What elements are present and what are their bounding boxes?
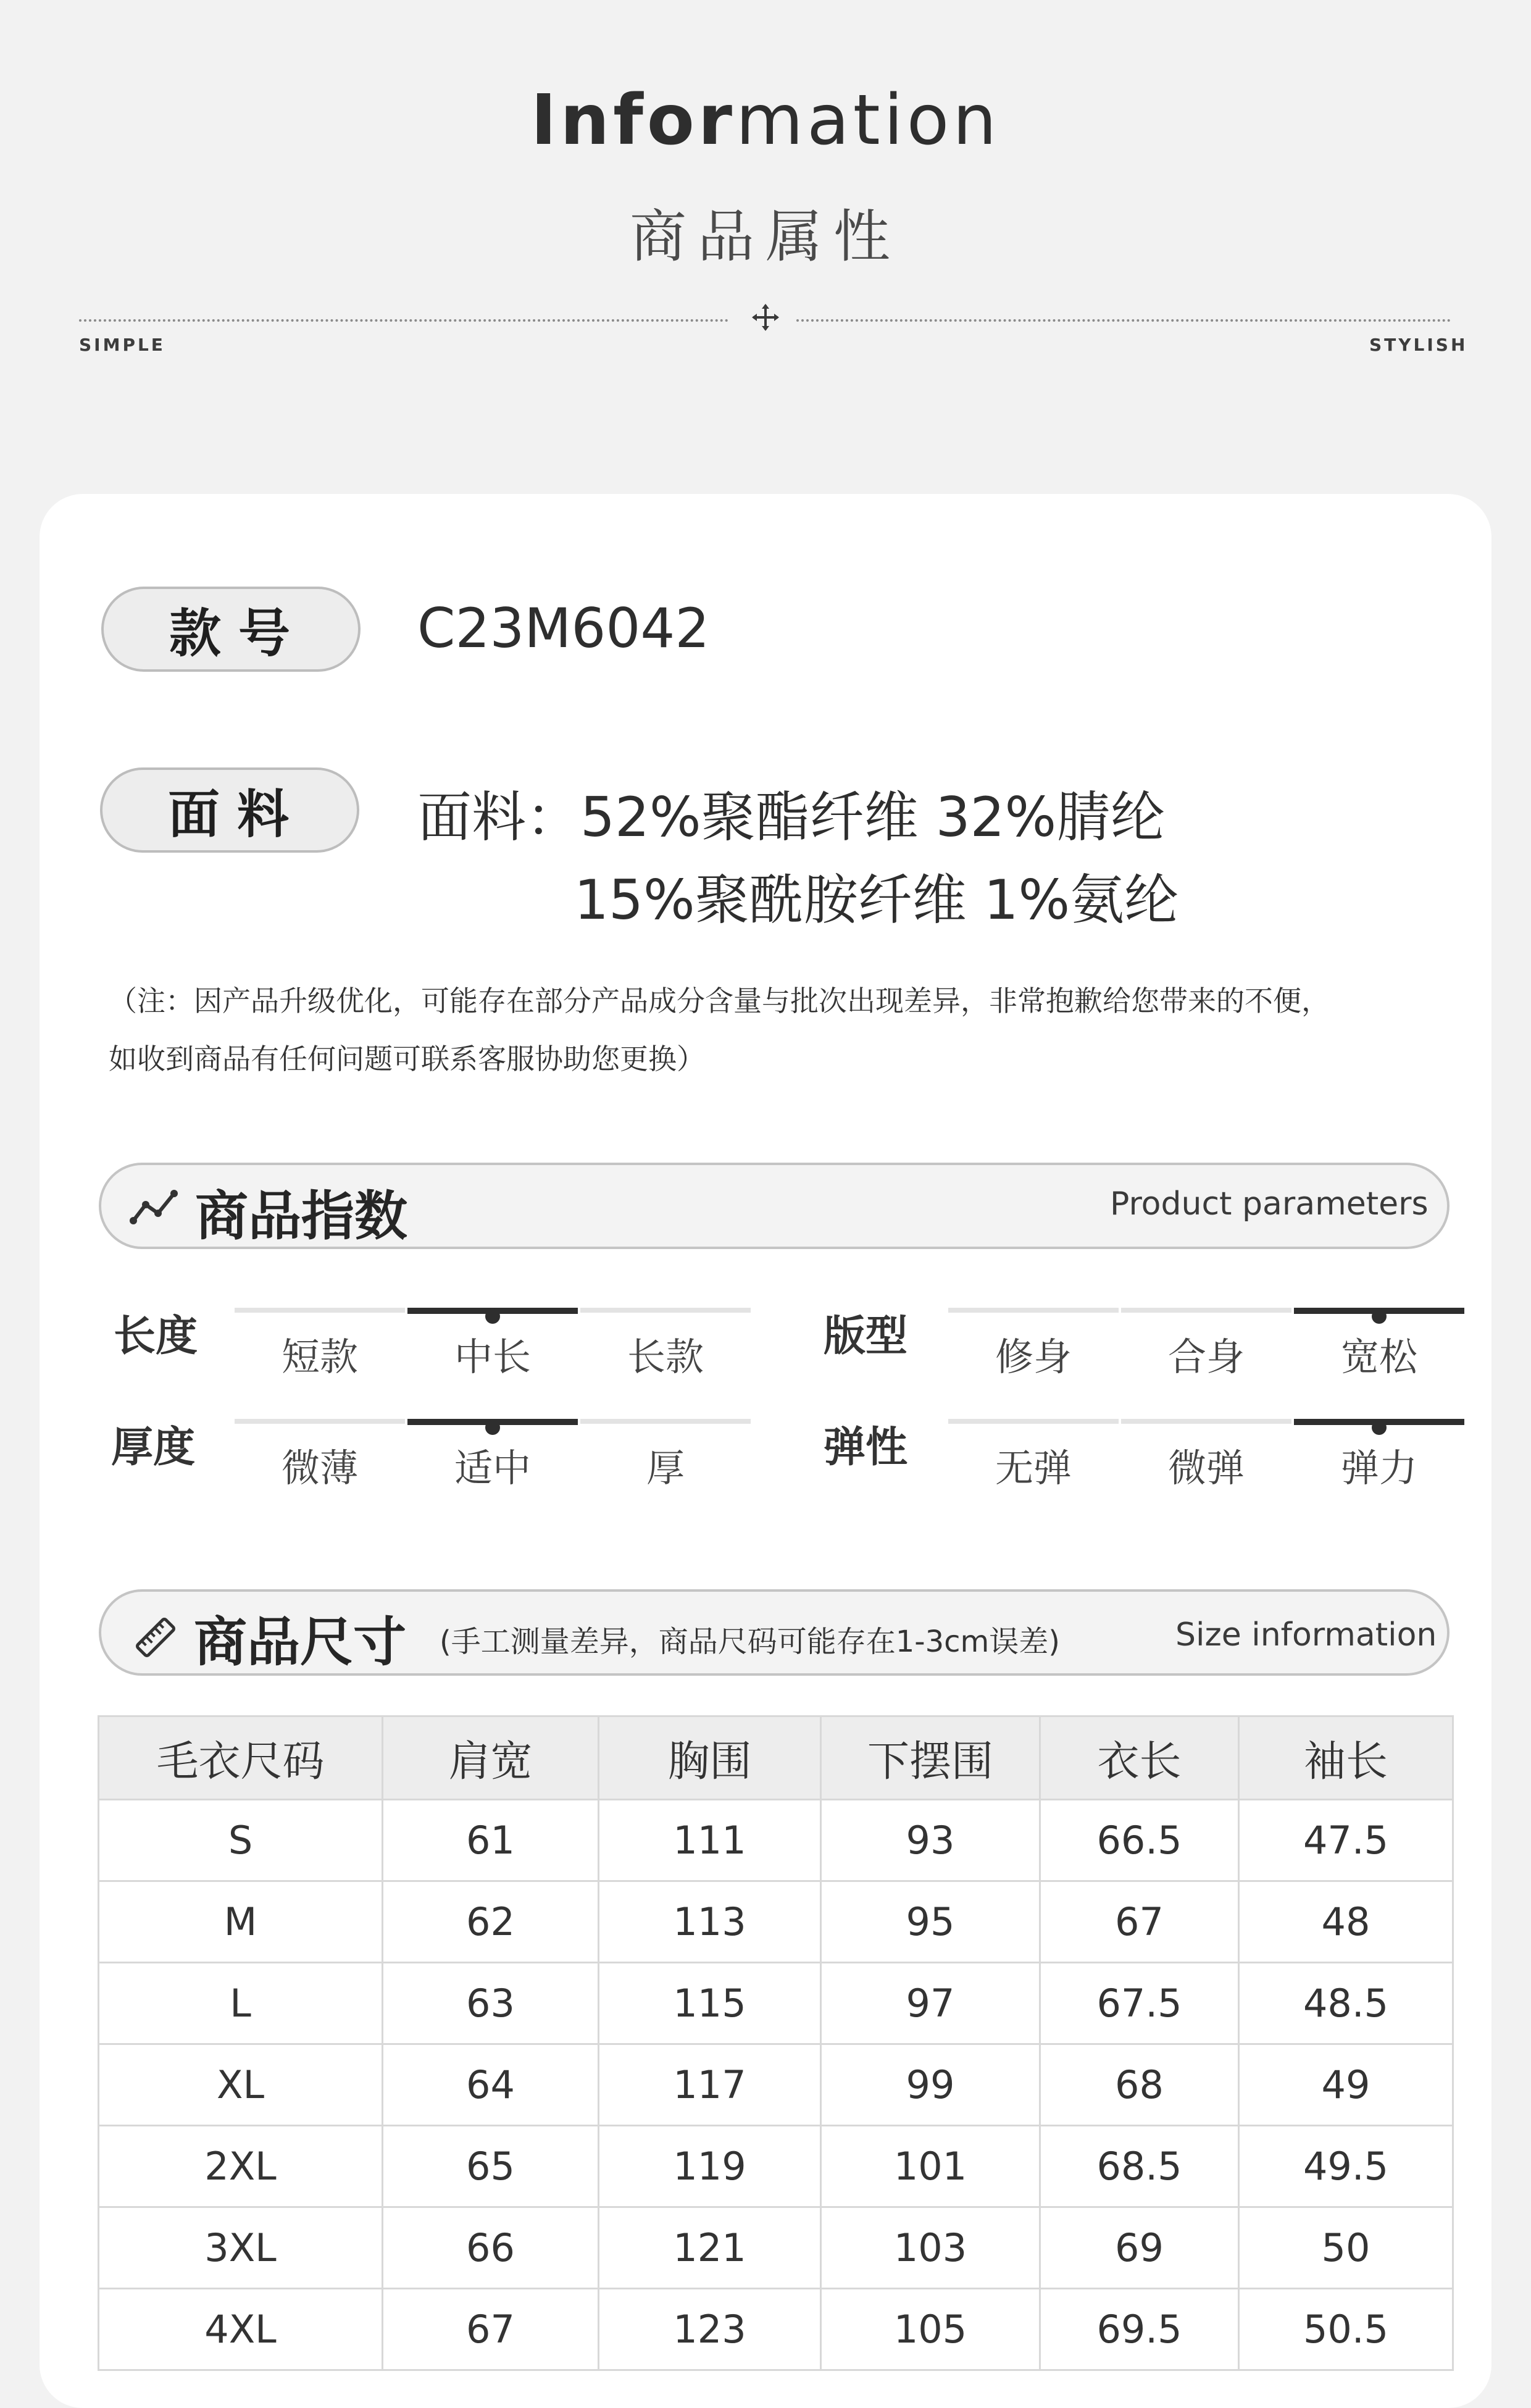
table-row: [99, 2207, 1453, 2289]
scale-segment: [580, 1419, 751, 1424]
scale-option-label: 厚: [646, 1445, 685, 1490]
divider-left: [79, 319, 728, 322]
table-cell: 95: [821, 1881, 1040, 1963]
scale-segment: [1121, 1308, 1291, 1313]
fabric-line-2: 15%聚酰胺纤维 1%氨纶: [574, 868, 1179, 932]
table-row: [99, 1800, 1453, 1881]
table-cell: 111: [599, 1800, 821, 1881]
table-cell: 119: [599, 2126, 821, 2207]
size-info-note: (手工测量差异，商品尺码可能存在1-3cm误差): [440, 1624, 1061, 1659]
table-cell: 67: [1040, 1881, 1239, 1963]
scale-option-label: 长款: [627, 1334, 704, 1379]
table-header-cell: 袖长: [1239, 1716, 1453, 1800]
scale-segment: [948, 1308, 1119, 1313]
product-index-title: 商品指数: [195, 1185, 407, 1247]
table-cell: 49: [1239, 2044, 1453, 2126]
scale-selected-dot: [485, 1420, 500, 1435]
scale-option-label: 适中: [454, 1445, 531, 1490]
table-cell: 67.5: [1040, 1963, 1239, 2044]
style-no-pill: 款号: [101, 587, 361, 672]
scale-segment: [235, 1419, 405, 1424]
table-cell: 97: [821, 1963, 1040, 2044]
table-header-cell: 下摆围: [821, 1716, 1040, 1800]
style-no-value: C23M6042: [417, 596, 710, 660]
table-cell: 69: [1040, 2207, 1239, 2289]
product-index-en: Product parameters: [1110, 1185, 1429, 1223]
table-cell: 61: [383, 1800, 599, 1881]
section-title: Information: [530, 80, 1001, 161]
scale-selected-dot: [1372, 1309, 1387, 1324]
attr-label-thickness: 厚度: [111, 1423, 196, 1472]
size-table: [98, 1715, 1452, 2371]
scale-selected-dot: [485, 1309, 500, 1324]
fabric-pill: 面料: [100, 767, 359, 853]
table-cell: 113: [599, 1881, 821, 1963]
table-row: [99, 1963, 1453, 2044]
table-cell: 48: [1239, 1881, 1453, 1963]
table-row: [99, 2044, 1453, 2126]
table-cell: L: [99, 1963, 383, 2044]
fabric-line-1: 面料：52%聚酯纤维 32%腈纶: [417, 785, 1166, 849]
table-cell: 67: [383, 2289, 599, 2370]
scale-option-label: 修身: [995, 1334, 1072, 1379]
table-row: [99, 2126, 1453, 2207]
table-cell: 68: [1040, 2044, 1239, 2126]
table-cell: 103: [821, 2207, 1040, 2289]
table-cell: 99: [821, 2044, 1040, 2126]
scale-option-label: 微薄: [281, 1445, 358, 1490]
scale-option-label: 合身: [1167, 1334, 1245, 1379]
section-subtitle: 商品属性: [629, 204, 901, 270]
table-cell: 3XL: [99, 2207, 383, 2289]
table-cell: 49.5: [1239, 2126, 1453, 2207]
table-cell: 121: [599, 2207, 821, 2289]
scale-option-label: 微弹: [1167, 1445, 1245, 1490]
scale-segment: [948, 1419, 1119, 1424]
ruler-icon: [131, 1613, 180, 1662]
scale-option-label: 短款: [281, 1334, 358, 1379]
trend-line-icon: [130, 1189, 179, 1226]
table-header-cell: 毛衣尺码: [99, 1716, 383, 1800]
table-body: [99, 1800, 1453, 2370]
table-cell: 66: [383, 2207, 599, 2289]
table-header-cell: 肩宽: [383, 1716, 599, 1800]
table-cell: 50: [1239, 2207, 1453, 2289]
table-cell: 123: [599, 2289, 821, 2370]
scale-option-label: 宽松: [1340, 1334, 1417, 1379]
table-cell: 64: [383, 2044, 599, 2126]
table-cell: 68.5: [1040, 2126, 1239, 2207]
table-cell: 2XL: [99, 2126, 383, 2207]
scale-segment: [1121, 1419, 1291, 1424]
table-cell: 48.5: [1239, 1963, 1453, 2044]
table-cell: 63: [383, 1963, 599, 2044]
table-cell: 105: [821, 2289, 1040, 2370]
table-cell: 66.5: [1040, 1800, 1239, 1881]
stylish-label: STYLISH: [1369, 335, 1468, 355]
table-header-cell: 衣长: [1040, 1716, 1239, 1800]
scale-segment: [580, 1308, 751, 1313]
table-cell: 4XL: [99, 2289, 383, 2370]
table-cell: 50.5: [1239, 2289, 1453, 2370]
divider-right: [796, 319, 1451, 322]
table-cell: 47.5: [1239, 1800, 1453, 1881]
table-row: [99, 2289, 1453, 2370]
table-cell: S: [99, 1800, 383, 1881]
table-cell: 65: [383, 2126, 599, 2207]
attr-label-elasticity: 弹性: [824, 1423, 908, 1472]
table-header-row: [99, 1716, 1453, 1800]
scale-option-label: 弹力: [1340, 1445, 1417, 1490]
note-text: （注：因产品升级优化，可能存在部分产品成分含量与批次出现差异，非常抱歉给您带来的不便， 如收到商品有任何问题可联系客服协助您更换）: [109, 984, 1330, 1076]
table-cell: M: [99, 1881, 383, 1963]
table-cell: XL: [99, 2044, 383, 2126]
table-cell: 117: [599, 2044, 821, 2126]
table-cell: 115: [599, 1963, 821, 2044]
table-cell: 93: [821, 1800, 1040, 1881]
attr-label-length: 长度: [114, 1312, 198, 1361]
size-info-title: 商品尺寸: [194, 1612, 406, 1673]
scale-selected-dot: [1372, 1420, 1387, 1435]
table-cell: 101: [821, 2126, 1040, 2207]
table-cell: 69.5: [1040, 2289, 1239, 2370]
table-cell: 62: [383, 1881, 599, 1963]
attr-label-fit: 版型: [824, 1312, 908, 1361]
size-info-en: Size information: [1175, 1616, 1437, 1653]
scale-option-label: 中长: [454, 1334, 531, 1379]
table-header-cell: 胸围: [599, 1716, 821, 1800]
table-row: [99, 1881, 1453, 1963]
simple-label: SIMPLE: [79, 335, 165, 355]
move-cross-icon: [751, 303, 780, 332]
scale-option-label: 无弹: [995, 1445, 1072, 1490]
scale-segment: [235, 1308, 405, 1313]
